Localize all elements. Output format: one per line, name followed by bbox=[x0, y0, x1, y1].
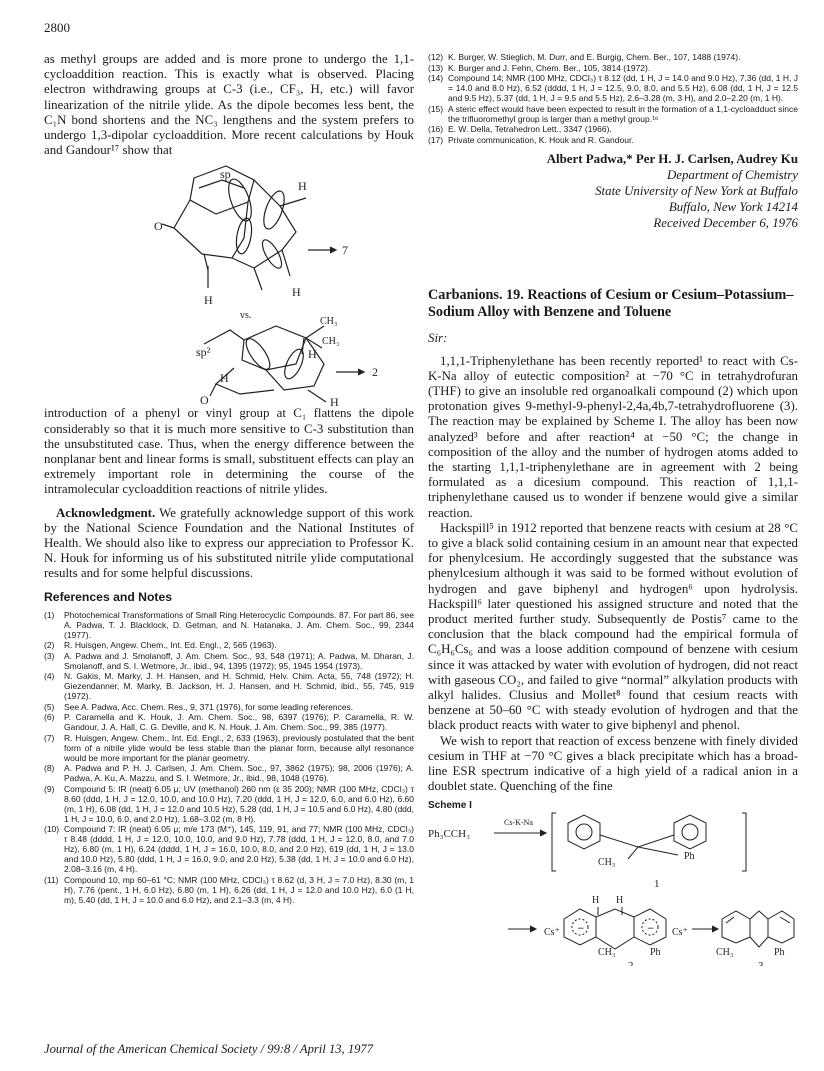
reference-item bbox=[44, 640, 414, 650]
journal-footer: Journal of the American Chemical Society / 99:8 / April 13, 1977 bbox=[44, 1042, 374, 1056]
author-signature bbox=[428, 151, 798, 231]
scheme-ch3-1: CH₃ bbox=[598, 857, 616, 869]
reference-item bbox=[44, 671, 414, 701]
page-number: 2800 bbox=[44, 20, 70, 35]
ref-num: (11) bbox=[44, 874, 59, 885]
scheme-ch3-3: CH₃ bbox=[716, 947, 734, 959]
scheme-compound-2: 2 bbox=[628, 960, 634, 967]
reference-item bbox=[428, 73, 798, 103]
acknowledgment-text: We gratefully acknowledge support of this work by the National Science Foundation and the National Institutes of Health. We should also like to express our appreciation to Professor K. N. Houk for informing us of his substituted nitrile ylide computational results and for some helpful discussions. bbox=[44, 505, 414, 581]
scheme-label: Scheme I bbox=[428, 800, 472, 812]
ref-text: See A. Padwa, Acc. Chem. Res., 9, 371 (1976), for some leading references. bbox=[64, 701, 354, 712]
scheme-reactant: Ph₃CCH₃ bbox=[428, 828, 470, 841]
ref-text: A. Padwa and P. H. J. Carlsen, J. Am. Chem. Soc., 97, 3862 (1975); 98, 2006 (1976); A. Padwa, A. Ku, A. Mazzu, and S. I. Wetmore, Jr., ibid., 98, 1048 (1976). bbox=[64, 763, 414, 784]
fig-label-ch3-1: CH₃ bbox=[320, 316, 338, 328]
ref-text: K. Burger and J. Fehn, Chem. Ber., 105, 3814 (1972). bbox=[448, 62, 651, 73]
author-names: Albert Padwa,* Per H. J. Carlsen, Audrey Ku bbox=[546, 151, 798, 166]
left-paragraph-1: as methyl groups are added and is more prone to undergo the 1,1-cycloaddition reaction. This is exactly what is observed. Placing electron withdrawing groups at C-3 (i.e., CF₃, H, etc.) will favor linearization of the nitrile ylide. As the dipole becomes less bent, the C₁N bond shortens and the NC₃ lengthens and the system prefers to undergo 1,3-dipolar cycloaddition. More recent calculations by Houk and Gandour¹⁷ show that bbox=[44, 52, 414, 158]
ref-text: R. Huisgen, Angew. Chem., Int. Ed. Engl., 2, 633 (1963), previously postulated that the bent form of a nitrile ylide would be less stable than the planar form, because allyl resonance would be more important for the planar geometry. bbox=[64, 732, 414, 763]
fig-label-h3: H bbox=[204, 293, 213, 308]
fig-label-o1: O bbox=[154, 219, 163, 234]
conformer-figure bbox=[44, 158, 414, 406]
reference-item bbox=[428, 124, 798, 134]
ref-text: Private communication, K. Houk and R. Gandour. bbox=[448, 134, 634, 145]
ref-num: (4) bbox=[44, 671, 55, 682]
reference-item bbox=[44, 875, 414, 905]
fig-arrow-label-7: 7 bbox=[342, 243, 348, 258]
scheme-h-2: H bbox=[616, 895, 624, 907]
article-title: Carbanions. 19. Reactions of Cesium or Cesium–Potassium–Sodium Alloy with Benzene and Toluene bbox=[428, 286, 794, 320]
ref-num: (2) bbox=[44, 640, 55, 651]
right-paragraph-2: Hackspill⁵ in 1912 reported that benzene reacts with cesium at 28 °C to give a black solid containing cesium in an amount near that expected for phenylcesium. He accordingly suggested that the substance was phenylcesium although it was said to be formed without evolution of hydrogen and gave biphenyl and hydrogen⁶ upon hydrolysis. Hackspill⁶ later questioned his assigned structure and noted that the product merited further study. Subsequently de Postis⁷ came to the conclusion that the black compound had the empirical formula of C₆H₆Cs₆ and was a loose addition compound of benzene with cesium since it was attacked by water with evolution of hydrogen, did not react with gaseous CO₂, and failed to give “normal” alkylation products with alkyl halides. Clusius and Mollet⁸ found that cesium reacts with benzene at 50–60 °C with steady evolution of hydrogen and that the black product reacts with water to give biphenyl and phenol. bbox=[428, 520, 798, 733]
ref-num: (15) bbox=[428, 103, 444, 114]
reference-item bbox=[44, 784, 414, 824]
reference-item bbox=[44, 733, 414, 763]
ref-text: Compound 5: IR (neat) 6.05 μ; UV (methanol) 260 nm (ε 35 200); NMR (100 MHz, CDCl₃) τ 8.60 (ddd, 1 H, J = 12.0, 10.0, and 10.0 Hz), 7.20 (ddd, 1 H, J = 12.0, 6.0, and 6.0 Hz), 6.60 (m, 1 H), 6.08 (dd, 1 H, J = 12.0 and 10.5 Hz), 5.28 (dd, 1 H, J = 10.5 and 6.0 Hz), 4.80 (ddd, 1 H, J = 10.0, 6.0, and 2.0 Hz), 1.68–3.02 (m, 8 H). bbox=[64, 783, 414, 824]
acknowledgment-label: Acknowledgment. bbox=[56, 505, 156, 520]
ref-text: Photochemical Transformations of Small Ring Heterocyclic Compounds. 87. For part 86, see A. Padwa, T. J. Blacklock, D. Getman, and N. Hatanaka, J. Am. Chem. Soc., 99, 2344 (1977). bbox=[64, 609, 414, 640]
ref-num: (9) bbox=[44, 783, 55, 794]
references-list-left bbox=[44, 610, 414, 905]
ref-text: P. Caramella and K. Houk, J. Am. Chem. Soc., 98, 6397 (1976); P. Caramella, R. W. Gandour, J. A. Hall, C. G. Deville, and K. N. Houk, J. Am. Chem. Soc., 99, 385 (1977). bbox=[64, 712, 414, 733]
scheme-reagent: Cs-K-Na bbox=[504, 818, 533, 828]
ref-num: (10) bbox=[44, 824, 60, 835]
fig-label-h4: H bbox=[308, 347, 317, 362]
right-paragraph-3: We wish to report that reaction of excess benzene with finely divided cesium in THF at −70 °C gives a black precipitate which has a broad-line ESR spectrum indicative of a high yield of a radical anion in a doublet state. Quenching of the fine bbox=[428, 733, 798, 794]
scheme-drawing bbox=[428, 811, 798, 966]
left-paragraph-2: introduction of a phenyl or vinyl group at C₁ flattens the dipole considerably so that it is much more sensitive to C-3 substitution than the unsubstituted case. Thus, when the energy difference between the nonplanar bent and linear forms is small, substituent effects can play an extremely important role in determining the course of the intramolecular cycloaddition reactions of nitrile ylides. bbox=[44, 406, 414, 497]
right-paragraph-1: 1,1,1-Triphenylethane has been recently reported¹ to react with Cs-K-Na alloy of eutectic composition² at −70 °C in tetrahydrofuran (THF) to give an insoluble red organoalkali compound (2) which upon protonation gives 9-methyl-9-phenyl-2,4a,4b,7-tetrahydrofluorene (3). The reaction may be explained by Scheme I. The alloy has been now analyzed³ before and after reaction⁴ at −50 °C; the change in composition of the alloy and the number of hydrogen atoms added to the starting 1,1,1-triphenylethane are in agreement with 2 being formulated as a dicesium compound. This reaction of 1,1,1-triphenylethane caused us to wonder if benzene would give a similar reaction. bbox=[428, 353, 798, 520]
ref-text: K. Burger, W. Stieglich, M. Durr, and E. Burgig, Chem. Ber., 107, 1488 (1974). bbox=[448, 52, 741, 62]
fig-label-sp: sp bbox=[220, 167, 231, 182]
fig-label-ch3-2: CH₃ bbox=[322, 336, 340, 348]
ref-num: (7) bbox=[44, 732, 55, 743]
fig-label-h2: H bbox=[292, 285, 301, 300]
scheme-compound-1: 1 bbox=[654, 878, 660, 891]
ref-text: Compound 10, mp 60–61 °C; NMR (100 MHz, CDCl₃) τ 8.62 (d, 3 H, J = 7.0 Hz), 8.30 (m, 1 H), 7.76 (pent., 1 H, 6.0 Hz), 6.80 (m, 1 H), 6.26 (dd, 1 H, J = 12.0 and 10.0 Hz), 6.0 (1 H, m), 5.40 (dd, 1 H, J = 10.0 and 6.0 Hz), and 2.1–3.3 (m, 4 H). bbox=[64, 874, 414, 905]
fig-label-vs: vs. bbox=[240, 310, 252, 322]
conformer-drawing bbox=[44, 158, 414, 406]
ref-num: (3) bbox=[44, 650, 55, 661]
ref-text: R. Huisgen, Angew. Chem., Int. Ed. Engl., 2, 565 (1963). bbox=[64, 640, 277, 651]
ref-text: Compound 14; NMR (100 MHz, CDCl₃) τ 8.12 (dd, 1 H, J = 14.0 and 9.0 Hz), 7.36 (dd, 1 H, J = 14.0 and 8.0 Hz), 6.52 (dddd, 1 H, J = 12.5, 9.0, 8.0, and 5.5 Hz), 6.08 (dd, 1 H, J = 12.5 and 9.5 Hz), 5.37 (dd, 1 H, J = 9.5 and 5.5 Hz), 2.6–3.28 (m, 3 H), and 2.0–2.20 (m, 1 H). bbox=[448, 73, 798, 103]
ref-num: (5) bbox=[44, 701, 55, 712]
scheme-cs-1: Cs⁺ bbox=[544, 927, 560, 939]
received-date: Received December 6, 1976 bbox=[653, 215, 798, 230]
reference-item bbox=[44, 712, 414, 732]
right-column bbox=[428, 52, 798, 970]
ref-text: A steric effect would have been expected to result in the formation of a 1,1-cycloadduct since the trifluoromethyl group is larger than a methyl group.¹⁶ bbox=[448, 103, 798, 124]
reference-item bbox=[428, 104, 798, 124]
reference-item bbox=[44, 702, 414, 712]
reference-item bbox=[428, 135, 798, 145]
scheme-ph-1: Ph bbox=[684, 851, 695, 863]
ref-text: N. Gakis, M. Marky, J. H. Hansen, and H. Schmid, Helv. Chim. Acta, 55, 748 (1972); H. Giezendanner, M. Marky, B. Jackson, H. J. Hansen, and H. Schmid, ibid., 55, 745, 919 (1972). bbox=[64, 671, 414, 702]
ref-text: A. Padwa and J. Smolanoff, J. Am. Chem. Soc., 93, 548 (1971); A. Padwa, M. Dharan, J. Smolanoff, and S. I. Wetmore, Jr., ibid., 94, 1395 (1972); 95, 1945 1954 (1973). bbox=[64, 650, 414, 671]
fig-label-h5: H bbox=[220, 371, 229, 386]
reference-item bbox=[44, 610, 414, 640]
acknowledgment bbox=[44, 506, 414, 582]
ref-num: (13) bbox=[428, 62, 444, 73]
fig-label-o2: O bbox=[200, 393, 209, 407]
reference-item bbox=[428, 52, 798, 62]
scheme-1 bbox=[428, 800, 798, 970]
ref-text: Compound 7: IR (neat) 6.05 μ; m/e 173 (M⁺), 145, 119, 91, and 77; NMR (100 MHz, CDCl₃) τ 8.48 (dddd, 1 H, J = 12.0, 10.0, 10.0, and 9.0 Hz), 7.78 (ddd, 1 H, J = 12.0, 8.0, and 7.0 Hz), 6.80 (m, 1 H), 6.24 (dddd, 1 H, J = 16.0, 10.0, 8.0, and 2.0 Hz), 619 (dd, 1 H, J = 13.0 and 10.0 Hz), 5.80 (ddd, 1 H, J = 16.0, 9.0, and 2.0 Hz), 5.38 (dd, 1 H, J = 10.0 and 6.0 Hz), 2.08–3.16 (m, 4 H). bbox=[64, 824, 414, 875]
scheme-cs-2: Cs⁺ bbox=[672, 927, 688, 939]
fig-arrow-label-2: 2 bbox=[372, 365, 378, 380]
scheme-ph-2: Ph bbox=[650, 947, 661, 959]
scheme-minus-2: − bbox=[647, 924, 655, 935]
fig-label-h6: H bbox=[330, 395, 339, 407]
scheme-ph-3: Ph bbox=[774, 947, 785, 959]
reference-item bbox=[44, 763, 414, 783]
reference-item bbox=[44, 824, 414, 874]
ref-num: (12) bbox=[428, 52, 444, 62]
ref-num: (1) bbox=[44, 609, 55, 620]
author-university: State University of New York at Buffalo bbox=[595, 183, 798, 198]
reference-item bbox=[428, 63, 798, 73]
fig-label-sp2: sp² bbox=[196, 345, 211, 360]
left-column bbox=[44, 52, 414, 905]
ref-num: (14) bbox=[428, 73, 444, 83]
scheme-ch3-2: CH₃ bbox=[598, 947, 616, 959]
ref-text: E. W. Della, Tetrahedron Lett., 3347 (1966). bbox=[448, 124, 612, 134]
scheme-h-1: H bbox=[592, 895, 600, 907]
author-city: Buffalo, New York 14214 bbox=[668, 199, 798, 214]
fig-label-h1: H bbox=[298, 179, 307, 194]
ref-num: (17) bbox=[428, 134, 444, 145]
scheme-minus-1: − bbox=[577, 924, 585, 935]
scheme-compound-3: 3 bbox=[758, 960, 764, 967]
author-department: Department of Chemistry bbox=[666, 167, 798, 182]
references-heading: References and Notes bbox=[44, 589, 173, 604]
ref-num: (6) bbox=[44, 712, 55, 723]
ref-num: (8) bbox=[44, 763, 55, 774]
ref-num: (16) bbox=[428, 124, 444, 134]
reference-item bbox=[44, 651, 414, 671]
references-list-right bbox=[428, 52, 798, 145]
salutation: Sir: bbox=[428, 330, 448, 345]
